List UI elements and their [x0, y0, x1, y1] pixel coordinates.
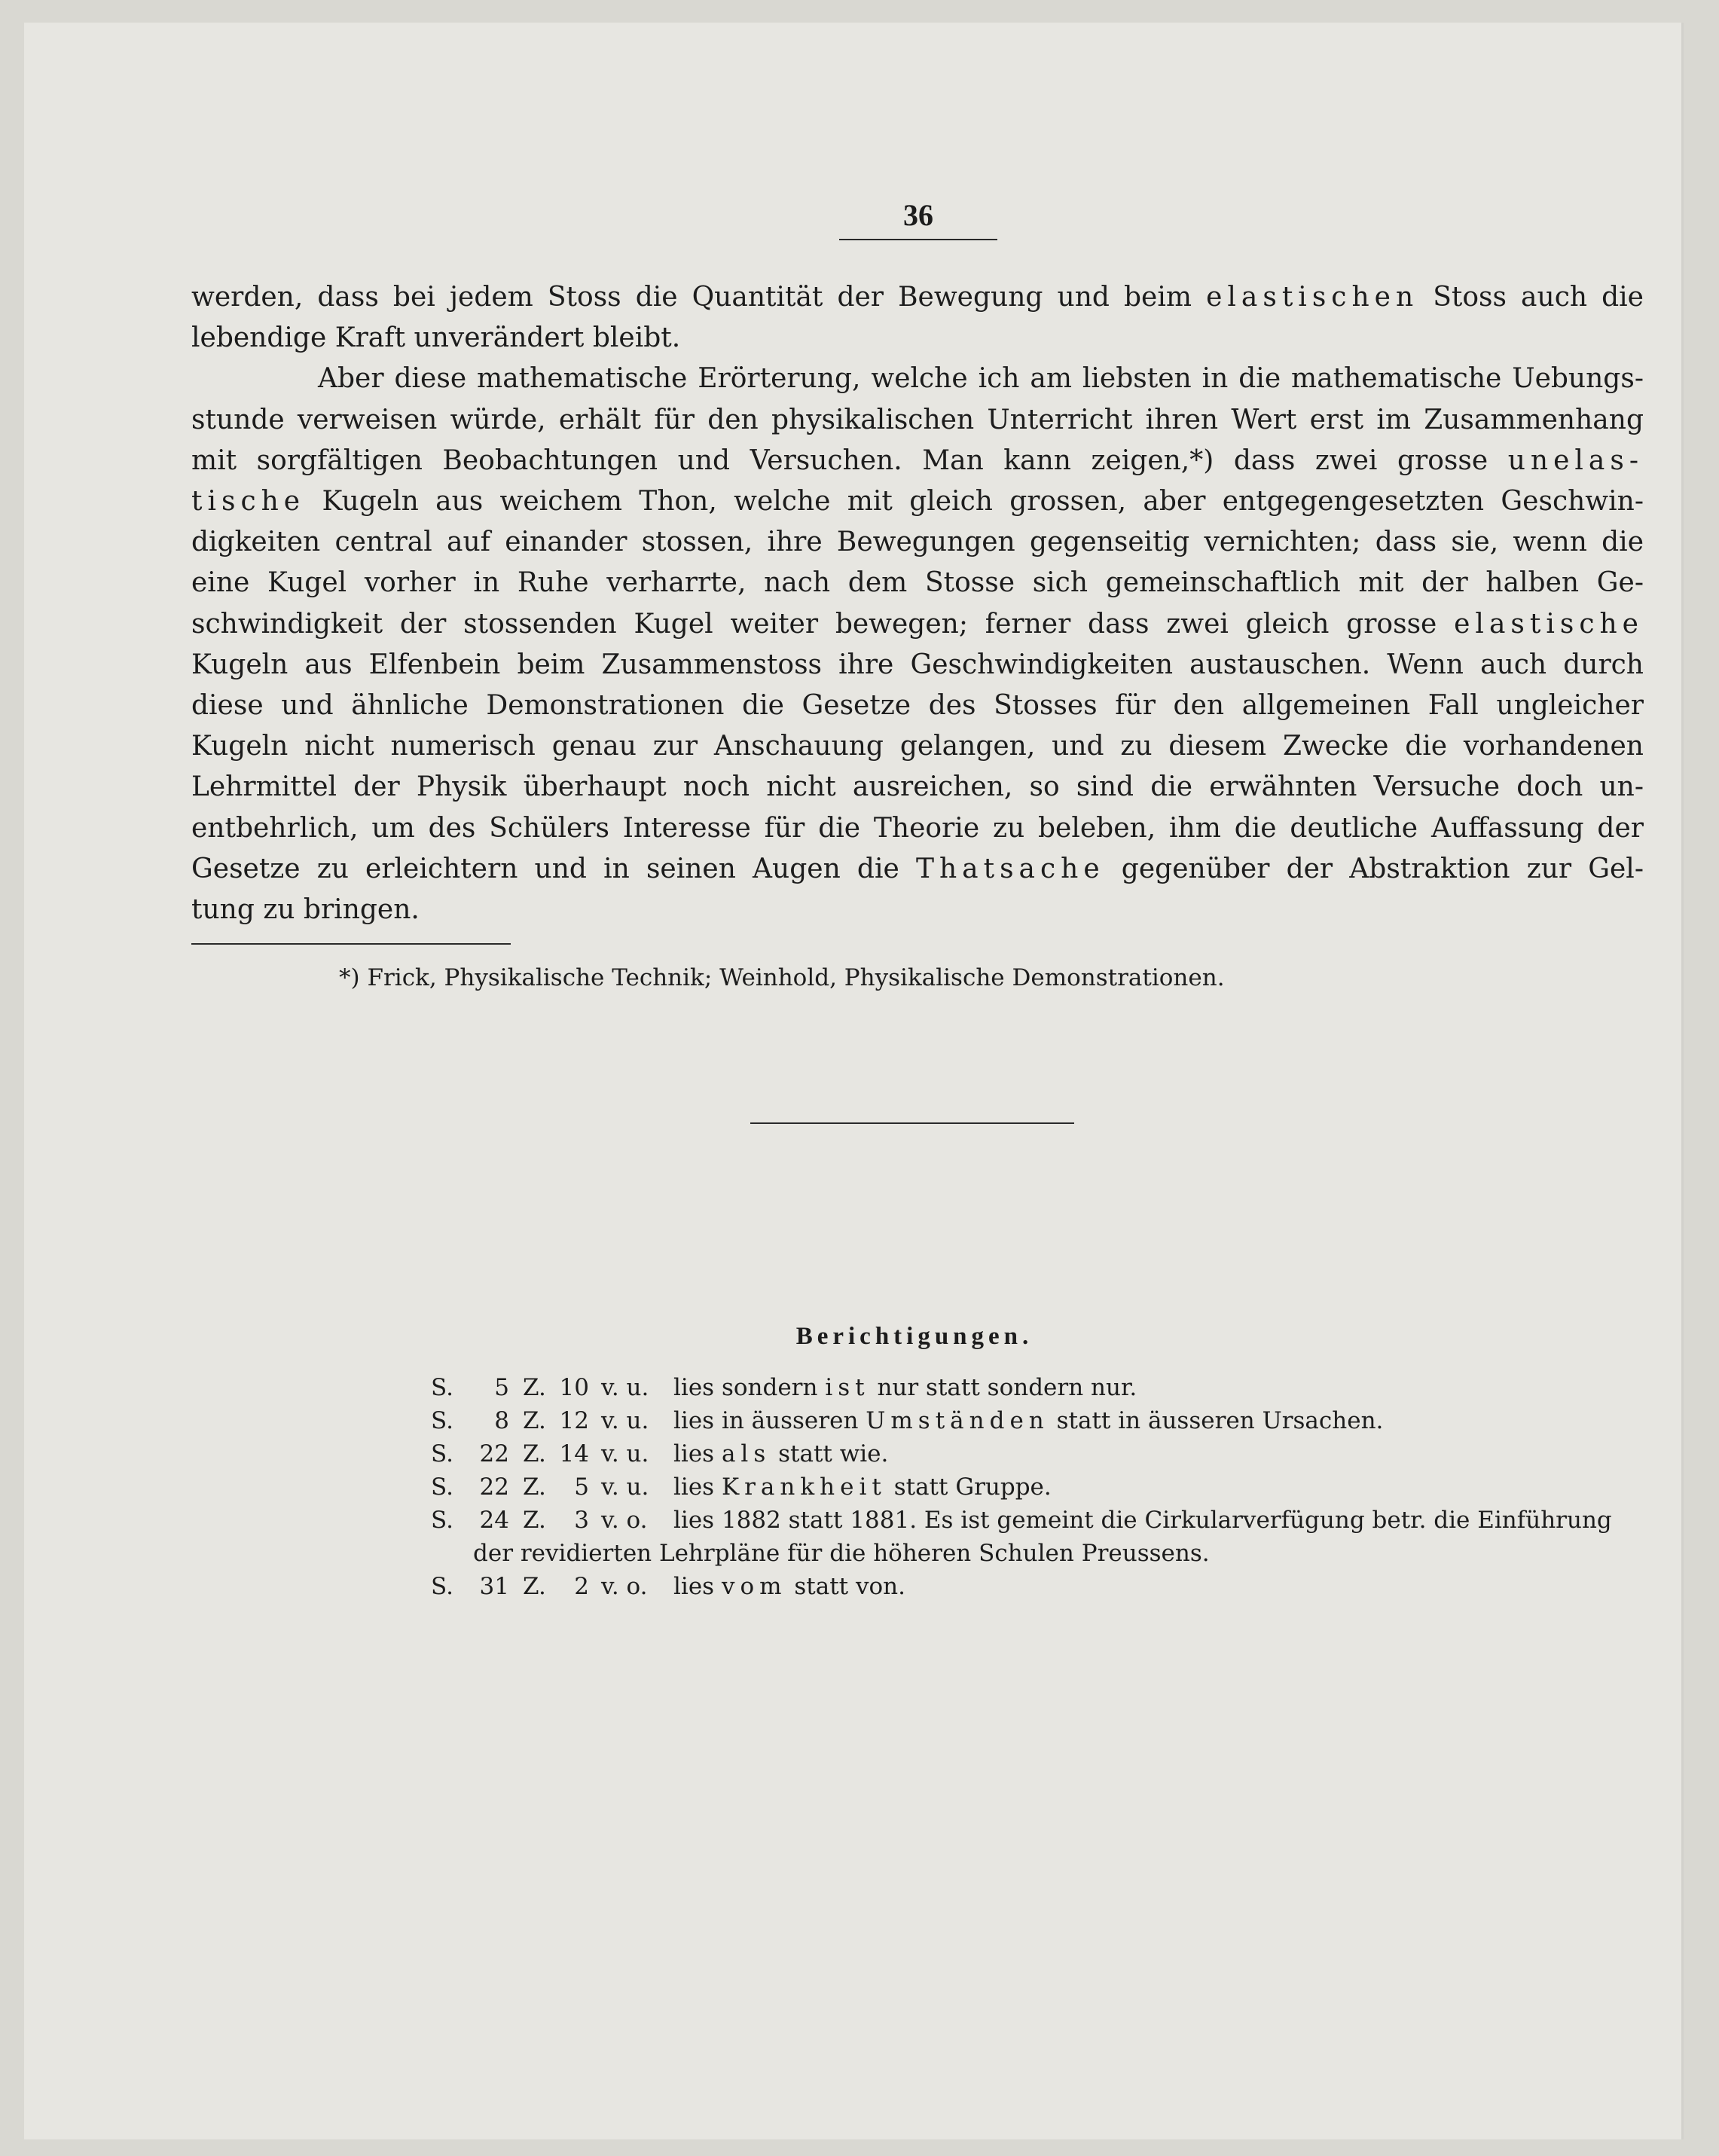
erratum-page: 22: [479, 1473, 509, 1501]
text-line: [191, 645, 1644, 686]
erratum-text: lies: [673, 1473, 722, 1501]
erratum-page: 22: [479, 1440, 509, 1467]
text-segment: werden, dass bei jedem Stoss die Quantität der Bewegung und beim: [191, 282, 1207, 313]
erratum-dir: v. o.: [601, 1507, 648, 1534]
text-segment: gegenüber der Abstraktion zur Gel-: [1104, 854, 1644, 884]
erratum-entry: [431, 1404, 1383, 1437]
erratum-continuation: der revidierten Lehrpläne für die höheren Schulen Preussens.: [473, 1540, 1210, 1567]
text-segment: stunde verweisen würde, erhält für den physikalischen Unterricht ihren Wert erst im Zusammenhang: [191, 405, 1644, 435]
text-segment: eine Kugel vorher in Ruhe verharrte, nach dem Stosse sich gemeinschaftlich mit der halben Ge-: [191, 567, 1644, 598]
text-segment: Kugeln aus Elfenbein beim Zusammenstoss ihre Geschwindigkeiten austauschen. Wenn auch durch: [191, 649, 1644, 680]
page-number-rule: [839, 239, 997, 240]
erratum-dir: v. u.: [601, 1374, 649, 1401]
erratum-page: 8: [494, 1407, 509, 1434]
text-segment: schwindigkeit der stossenden Kugel weiter bewegen; ferner dass zwei gleich grosse: [191, 609, 1455, 640]
text-line: [191, 686, 1644, 726]
text-line: [191, 318, 680, 359]
text-segment: entbehrlich, um des Schülers Interesse für die Theorie zu beleben, ihm die deutliche Auffassung der: [191, 813, 1644, 844]
erratum-entry: [431, 1504, 1612, 1537]
erratum-text: statt Gruppe.: [886, 1473, 1052, 1501]
text-line: [191, 277, 1644, 318]
erratum-s: S.: [431, 1407, 453, 1434]
erratum-text: lies sondern: [673, 1374, 826, 1401]
erratum-entry: [431, 1470, 1052, 1504]
erratum-dir: v. o.: [601, 1573, 648, 1600]
erratum-s: S.: [431, 1507, 453, 1534]
text-line: [191, 604, 1644, 645]
text-line: [191, 522, 1644, 563]
erratum-z: Z.: [523, 1407, 546, 1434]
erratum-text: statt in äusseren Ursachen.: [1049, 1407, 1384, 1434]
emphasized-word: tische: [191, 486, 306, 517]
erratum-line: 3: [574, 1507, 589, 1534]
erratum-line: 12: [559, 1407, 589, 1434]
erratum-page: 5: [494, 1374, 509, 1401]
erratum-z: Z.: [523, 1507, 546, 1534]
text-line: [191, 726, 1644, 767]
text-segment: Kugeln aus weichem Thon, welche mit gleich grossen, aber entgegengesetzten Geschwin-: [305, 486, 1644, 517]
text-segment: Stoss auch die: [1418, 282, 1644, 313]
erratum-page: 31: [479, 1573, 509, 1600]
text-segment: tung zu bringen.: [191, 894, 420, 925]
erratum-emphasized: ist: [825, 1374, 870, 1401]
erratum-line: 14: [559, 1440, 589, 1467]
emphasized-word: Thatsache: [915, 854, 1105, 884]
erratum-text: lies: [673, 1440, 722, 1467]
erratum-text: lies in äusseren: [673, 1407, 866, 1434]
emphasized-word: elastischen: [1206, 282, 1419, 313]
erratum-entry: [431, 1570, 905, 1603]
text-line: [191, 890, 420, 930]
errata-title: Berichtigungen.: [795, 1323, 1034, 1350]
erratum-emphasized: als: [721, 1440, 771, 1467]
erratum-line: 2: [574, 1573, 589, 1600]
text-line: [191, 563, 1644, 603]
text-segment: digkeiten central auf einander stossen, ihre Bewegungen gegenseitig vernichten; dass sie, wenn die: [191, 527, 1644, 557]
erratum-s: S.: [431, 1473, 453, 1501]
erratum-z: Z.: [523, 1374, 546, 1401]
erratum-z: Z.: [523, 1573, 546, 1600]
erratum-emphasized: vom: [721, 1573, 787, 1600]
text-line: [191, 441, 1644, 481]
erratum-text: lies: [673, 1573, 722, 1600]
section-divider: [750, 1122, 1074, 1124]
erratum-z: Z.: [523, 1440, 546, 1467]
erratum-line: 10: [559, 1374, 589, 1401]
emphasized-word: elastische: [1454, 609, 1644, 640]
text-line: [191, 481, 1644, 522]
text-segment: Lehrmittel der Physik überhaupt noch nicht ausreichen, so sind die erwähnten Versuche doch un-: [191, 771, 1644, 802]
erratum-s: S.: [431, 1573, 453, 1600]
erratum-dir: v. u.: [601, 1473, 649, 1501]
text-line: [191, 767, 1644, 808]
erratum-s: S.: [431, 1440, 453, 1467]
erratum-entry: [431, 1371, 1137, 1404]
erratum-line: 5: [574, 1473, 589, 1501]
text-line: [191, 849, 1644, 890]
erratum-text: statt von.: [786, 1573, 905, 1600]
erratum-text: nur statt sondern nur.: [869, 1374, 1137, 1401]
erratum-page: 24: [479, 1507, 509, 1534]
text-segment: Aber diese mathematische Erörterung, welche ich am liebsten in die mathematische Uebungs-: [318, 363, 1644, 394]
erratum-z: Z.: [523, 1473, 546, 1501]
text-segment: Gesetze zu erleichtern und in seinen Augen die: [191, 854, 916, 884]
erratum-entry: [431, 1437, 888, 1470]
text-segment: Kugeln nicht numerisch genau zur Anschauung gelangen, und zu diesem Zwecke die vorhandenen: [191, 731, 1644, 762]
document-page: [24, 23, 1684, 2139]
emphasized-word: unelas-: [1507, 445, 1644, 476]
erratum-text: lies 1882 statt 1881. Es ist gemeint die Cirkularverfügung betr. die Einführung: [673, 1507, 1612, 1534]
footnote: *) Frick, Physikalische Technik; Weinhold, Physikalische Demonstrationen.: [339, 964, 1225, 991]
text-line: [191, 400, 1644, 441]
page-number: 36: [903, 198, 933, 232]
text-segment: mit sorgfältigen Beobachtungen und Versuchen. Man kann zeigen,*) dass zwei grosse: [191, 445, 1508, 476]
erratum-dir: v. u.: [601, 1407, 649, 1434]
text-line: [318, 359, 1644, 399]
erratum-s: S.: [431, 1374, 453, 1401]
erratum-emphasized: Umständen: [866, 1407, 1049, 1434]
text-segment: diese und ähnliche Demonstrationen die Gesetze des Stosses für den allgemeinen Fall ungleicher: [191, 690, 1644, 721]
erratum-dir: v. u.: [601, 1440, 649, 1467]
text-line: [191, 808, 1644, 849]
text-segment: lebendige Kraft unverändert bleibt.: [191, 322, 681, 353]
footnote-rule: [191, 943, 511, 945]
erratum-emphasized: Krankheit: [721, 1473, 887, 1501]
erratum-text: statt wie.: [771, 1440, 889, 1467]
